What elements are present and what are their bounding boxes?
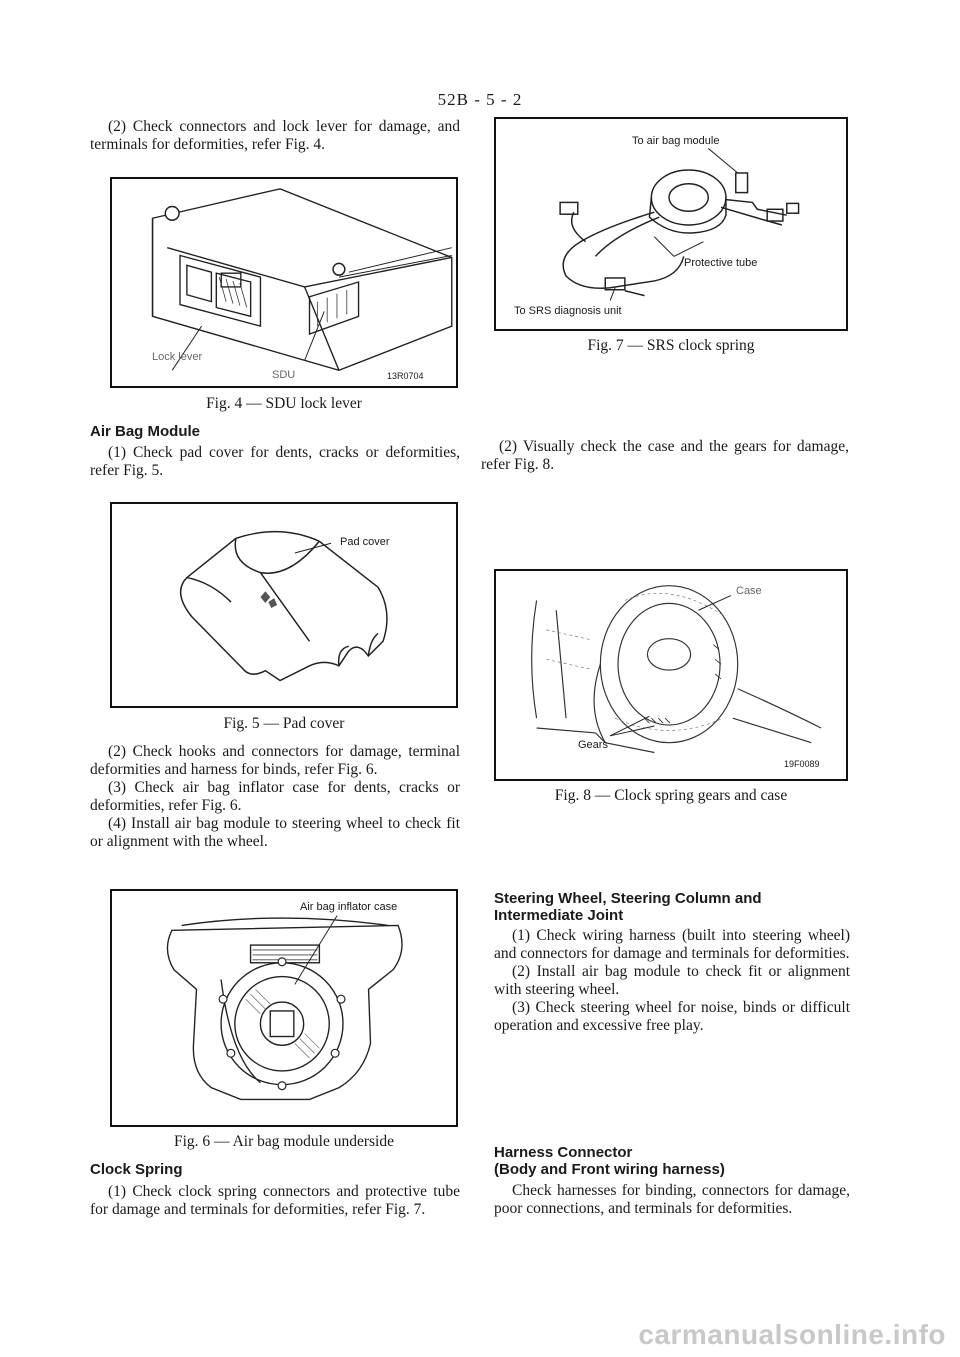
watermark-url: carmanualsonline.info — [638, 1319, 946, 1350]
paragraph-text: (4) Install air bag module to steering wheel to check fit or alignment with the wheel. — [90, 815, 460, 850]
heading-harness-connector — [494, 1144, 854, 1178]
paragraph-text: (1) Check pad cover for dents, cracks or deformities, refer Fig. 5. — [90, 444, 460, 479]
paragraph-check-connectors — [90, 118, 460, 154]
page-number: 52B - 5 - 2 — [437, 90, 523, 109]
label-lock-lever: Lock lever — [152, 351, 203, 363]
heading-line: (Body and Front wiring harness) — [494, 1161, 725, 1178]
clock-spring-illustration — [496, 119, 846, 329]
paragraph-text: Check harnesses for binding, connectors for damage, poor connections, and terminals for deformities. — [494, 1182, 850, 1217]
figure-8-caption: Fig. 8 — Clock spring gears and case — [554, 787, 788, 804]
figure-6-airbag-underside — [110, 889, 458, 1127]
label-inflator-case: Air bag inflator case — [300, 901, 398, 913]
paragraph-text: (2) Install air bag module to check fit or alignment with steering wheel. — [494, 963, 850, 998]
figure-7-caption: Fig. 7 — SRS clock spring — [587, 337, 755, 354]
heading-air-bag-module: Air Bag Module — [90, 423, 201, 440]
figure-7-srs-clock-spring — [494, 117, 848, 331]
airbag-underside-illustration — [112, 891, 456, 1125]
label-to-air-bag-module: To air bag module — [632, 135, 720, 147]
paragraph-text: (1) Check clock spring connectors and protective tube for damage and terminals for deformities, refer Fig. 7. — [90, 1183, 460, 1218]
paragraph-text: (2) Visually check the case and the gears for damage, refer Fig. 8. — [481, 438, 849, 473]
pad-cover-illustration — [112, 504, 456, 706]
heading-line: Intermediate Joint — [494, 907, 624, 924]
heading-line: Steering Wheel, Steering Column and — [494, 890, 762, 907]
label-case: Case — [736, 585, 762, 597]
figure-4-caption: Fig. 4 — SDU lock lever — [206, 395, 362, 412]
figure-5-pad-cover — [110, 502, 458, 708]
paragraph-block-airbag — [90, 743, 460, 851]
figure-code: 13R0704 — [387, 371, 424, 381]
label-protective-tube: Protective tube — [684, 257, 758, 269]
paragraph-block-steering — [494, 927, 850, 1035]
paragraph-text: (3) Check air bag inflator case for dents, cracks or deformities, refer Fig. 6. — [90, 779, 460, 814]
paragraph-harness — [494, 1182, 850, 1218]
heading-steering-wheel — [494, 890, 854, 924]
label-sdu: SDU — [272, 369, 296, 381]
paragraph-text: (2) Check connectors and lock lever for damage, and terminals for deformities, refer Fig. 4. — [90, 118, 460, 153]
label-gears: Gears — [578, 739, 608, 751]
figure-6-caption: Fig. 6 — Air bag module underside — [174, 1133, 394, 1150]
figure-8-clock-spring-gears — [494, 569, 848, 781]
clock-spring-gears-illustration — [496, 571, 846, 779]
figure-code: 19F0089 — [784, 759, 820, 769]
paragraph-text: (1) Check wiring harness (built into steering wheel) and connectors for damage and terminals for deformities. — [494, 927, 850, 962]
paragraph-clock-gears — [481, 438, 849, 474]
label-to-srs-diagnosis-unit: To SRS diagnosis unit — [514, 305, 622, 317]
paragraph-text: (2) Check hooks and connectors for damage, terminal deformities and harness for binds, refer Fig. 6. — [90, 743, 460, 778]
figure-4-sdu — [110, 177, 458, 388]
label-pad-cover: Pad cover — [340, 536, 390, 548]
paragraph-clock-spring — [90, 1183, 460, 1219]
paragraph-text: (3) Check steering wheel for noise, binds or difficult operation and excessive free play. — [494, 999, 850, 1034]
heading-line: Harness Connector — [494, 1144, 633, 1161]
paragraph-pad-cover — [90, 444, 460, 480]
figure-5-caption: Fig. 5 — Pad cover — [223, 715, 345, 732]
heading-clock-spring: Clock Spring — [90, 1161, 183, 1178]
